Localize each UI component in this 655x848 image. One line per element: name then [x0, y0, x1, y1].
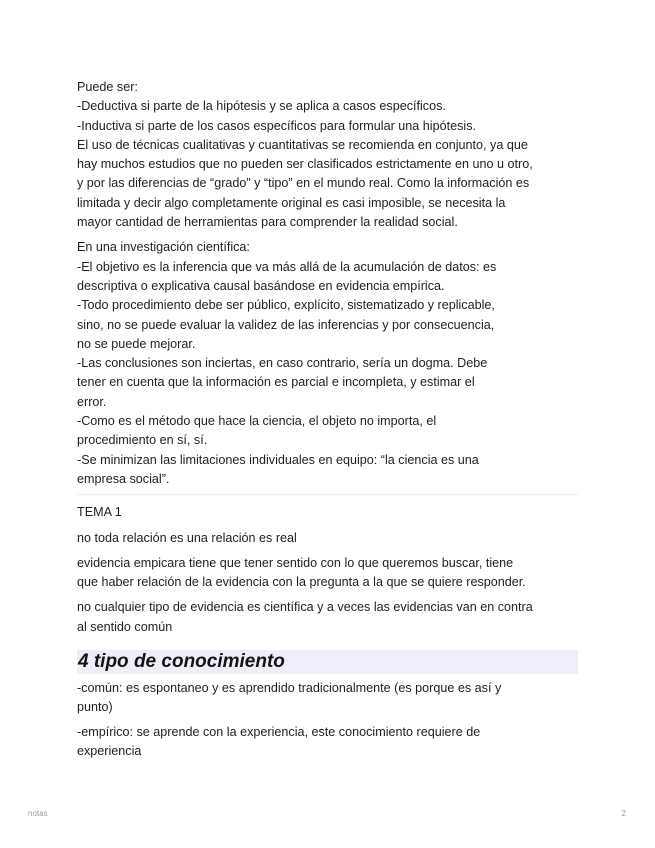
section-heading: 4 tipo de conocimiento: [77, 650, 578, 674]
document-page: [77, 78, 578, 761]
note-paragraph-1: no toda relación es una relación es real: [77, 530, 297, 545]
section-divider: [77, 494, 578, 495]
knowledge-item-empirico: -empírico: se aprende con la experiencia, este conocimiento requiere de experiencia: [77, 724, 481, 758]
note-paragraph-3: no cualquier tipo de evidencia es científica y a veces las evidencias van en contra al sentido común: [77, 600, 533, 634]
note-paragraph-2: evidencia empicara tiene que tener sentido con lo que queremos buscar, tiene que haber relación de la evidencia con la pregunta a la que se quiere responder.: [77, 555, 526, 590]
method-types-paragraph: Puede ser: -Deductiva si parte de la hipótesis y se aplica a casos específicos. -Inductiva si parte de los casos específicos para formular una hipótesis. El uso de técnicas cualitativas y cuantitativas se recomienda en conjunto, ya que hay muchos estudios que no pueden ser clasificados estrictamente en uno u otro, y por las diferencias de “grado” y “tipo” en el mundo real. Como la información es limitada y decir algo completamente original es casi imposible, se necesita la mayor cantidad de herramientas para comprender la realidad social.: [77, 80, 533, 230]
tema-label: TEMA 1: [77, 505, 122, 520]
page-number: 2: [621, 809, 626, 818]
footer-title: notas: [28, 809, 48, 818]
scientific-research-paragraph: En una investigación científica: -El objetivo es la inferencia que va más allá de la acumulación de datos: es descriptiva o explicativa causal basándose en evidencia empírica. -Todo procedimiento debe ser público, explícito, sistematizado y replicable, sino, no se puede evaluar la validez de las inferencias y por consecuencia, no se puede mejorar. -Las conclusiones son inciertas, en caso contrario, sería un dogma. Debe tener en cuenta que la información es parcial e incompleta, y estimar el error. -Como es el método que hace la ciencia, el objeto no importa, el procedimiento en sí, sí. -Se minimizan las limitaciones individuales en equipo: “la ciencia es una empresa social”.: [77, 240, 497, 486]
knowledge-item-comun: -común: es espontaneo y es aprendido tradicionalmente (es porque es así y punto): [77, 681, 502, 715]
